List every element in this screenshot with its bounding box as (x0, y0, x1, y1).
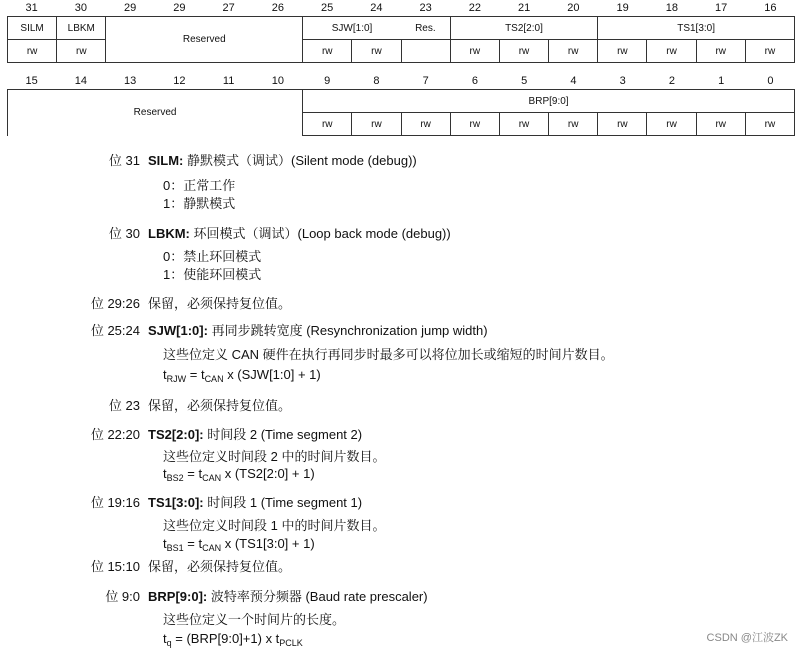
desc-line (163, 517, 385, 535)
high-bit-10: 21 (518, 2, 531, 14)
field-name: SILM: (148, 153, 184, 168)
formula-part: = t (183, 466, 203, 481)
formula-part: q (166, 638, 172, 648)
formula-part: = t (183, 536, 203, 551)
formula-part: t (163, 466, 167, 481)
desc-line (163, 248, 261, 266)
low-bit-2: 13 (124, 75, 137, 87)
low-bit-14: 1 (718, 75, 725, 87)
low-bit-0: 15 (25, 75, 38, 87)
low-bit-4: 11 (222, 75, 235, 87)
register-high (7, 0, 795, 63)
access-rw: rw (499, 113, 548, 136)
high-bit-9: 22 (468, 2, 481, 14)
field-description: 保留，必须保持复位值。 (148, 296, 292, 311)
low-bit-15: 0 (767, 75, 774, 87)
formula-part: x (TS2[2:0] + 1) (221, 466, 315, 481)
access-rw: rw (696, 113, 745, 136)
access-rw: rw (549, 113, 598, 136)
high-bit-11: 20 (567, 2, 580, 14)
formula-part: t (163, 367, 167, 382)
formula-part: CAN (202, 543, 222, 553)
access-rw: rw (647, 40, 696, 63)
bit-position: 位 15:10 (90, 559, 140, 574)
formula-part: x (SJW[1:0] + 1) (223, 367, 321, 382)
desc-detail: 0：禁止环回模式 (163, 249, 262, 264)
desc-detail: 1：使能环回模式 (163, 267, 262, 282)
desc-detail: 这些位定义 CAN 硬件在执行再同步时最多可以将位加长或缩短的时间片数目。 (163, 347, 614, 362)
access-rw: rw (57, 40, 106, 63)
desc-detail: 这些位定义一个时间片的长度。 (163, 612, 346, 627)
access-rw: rw (352, 113, 401, 136)
field-description: 静默模式（调试）(Silent mode (debug)) (187, 153, 417, 168)
access-rw: rw (450, 113, 499, 136)
formula-part: CAN (202, 473, 222, 483)
formula-part: BS2 (166, 473, 184, 483)
bit-position: 位 9:0 (105, 589, 140, 604)
high-bit-5: 26 (271, 2, 284, 14)
access-rw: rw (352, 40, 401, 63)
access-rw: rw (745, 113, 794, 136)
formula-part: = (BRP[9:0]+1) x t (171, 631, 280, 646)
access-rw: rw (303, 40, 352, 63)
bit-position: 位 29:26 (90, 296, 140, 311)
low-bit-5: 10 (271, 75, 284, 87)
access-rw: rw (696, 40, 745, 63)
bit-position: 位 31 (108, 153, 140, 168)
formula-part: = t (186, 367, 205, 382)
formula-bs1 (163, 535, 315, 557)
access-rw: rw (450, 40, 499, 63)
desc-line (163, 346, 614, 364)
access-rw: rw (647, 113, 696, 136)
res-field: Res. (401, 17, 450, 40)
silm-field: SILM (8, 17, 57, 40)
field-description: 波特率预分频器 (Baud rate prescaler) (210, 589, 428, 604)
formula-part: x (TS1[3:0] + 1) (221, 536, 315, 551)
formula-part: CAN (204, 374, 224, 384)
high-bit-12: 19 (616, 2, 629, 14)
field-description: 时间段 2 (Time segment 2) (207, 427, 363, 442)
access-rw: rw (598, 113, 647, 136)
access-rw: rw (598, 40, 647, 63)
bit-position: 位 19:16 (90, 495, 140, 510)
watermark: CSDN @江波ZK (706, 632, 788, 644)
low-bit-3: 12 (173, 75, 186, 87)
formula-part: BS1 (166, 543, 184, 553)
bit-numbers-high (7, 0, 795, 16)
field-name: LBKM: (148, 226, 190, 241)
low-bit-1: 14 (74, 75, 87, 87)
reserved-field-low: Reserved (8, 90, 303, 136)
desc-line (163, 266, 261, 284)
desc-line (163, 177, 235, 195)
high-bit-2: 29 (124, 2, 137, 14)
formula-part: t (163, 631, 167, 646)
ts2-field: TS2[2:0] (450, 17, 598, 40)
low-bit-9: 6 (471, 75, 478, 87)
access-rw: rw (745, 40, 794, 63)
access-rw: rw (549, 40, 598, 63)
field-description: 环回模式（调试）(Loop back mode (debug)) (193, 226, 451, 241)
lbkm-field: LBKM (57, 17, 106, 40)
low-bit-7: 8 (373, 75, 380, 87)
high-bit-1: 30 (74, 2, 87, 14)
access-rw (401, 40, 450, 63)
desc-line (163, 611, 345, 629)
bit-numbers-low (7, 73, 795, 89)
access-rw: rw (401, 113, 450, 136)
low-bit-10: 5 (521, 75, 528, 87)
high-bit-14: 17 (715, 2, 728, 14)
high-bit-8: 23 (419, 2, 432, 14)
desc-detail: 1：静默模式 (163, 196, 236, 211)
field-name: BRP[9:0]: (148, 589, 208, 604)
field-description: 时间段 1 (Time segment 1) (207, 495, 363, 510)
sjw-field: SJW[1:0] (303, 17, 401, 40)
formula-part: t (163, 536, 167, 551)
access-rw: rw (8, 40, 57, 63)
formula-rjw (163, 366, 321, 388)
high-bit-6: 25 (321, 2, 334, 14)
desc-detail: 0：正常工作 (163, 178, 236, 193)
low-bit-12: 3 (619, 75, 626, 87)
field-description: 再同步跳转宽度 (Resynchronization jump width) (211, 323, 488, 338)
access-rw: rw (303, 113, 352, 136)
high-bit-13: 18 (665, 2, 678, 14)
field-name: TS2[2:0]: (148, 427, 204, 442)
brp-field: BRP[9:0] (303, 90, 795, 113)
formula-bs2 (163, 465, 315, 487)
field-description: 保留，必须保持复位值。 (148, 398, 292, 413)
bit-position: 位 23 (108, 398, 140, 413)
high-bit-3: 29 (173, 2, 186, 14)
low-bit-6: 9 (324, 75, 331, 87)
register-table-high (7, 16, 795, 63)
low-bit-13: 2 (668, 75, 675, 87)
desc-line (163, 195, 235, 213)
desc-detail: 这些位定义时间段 2 中的时间片数目。 (163, 449, 386, 464)
ts1-field: TS1[3:0] (598, 17, 795, 40)
field-name: TS1[3:0]: (148, 495, 204, 510)
high-bit-0: 31 (25, 2, 38, 14)
desc-detail: 这些位定义时间段 1 中的时间片数目。 (163, 518, 386, 533)
register-low (7, 73, 795, 136)
reserved-field-high: Reserved (106, 17, 303, 63)
field-name: SJW[1:0]: (148, 323, 208, 338)
field-description: 保留，必须保持复位值。 (148, 559, 292, 574)
desc-line (163, 448, 385, 466)
high-bit-4: 27 (222, 2, 235, 14)
register-table-low (7, 89, 795, 136)
high-bit-15: 16 (764, 2, 777, 14)
formula-part: RJW (166, 374, 187, 384)
bit-position: 位 30 (108, 226, 140, 241)
bit-position: 位 25:24 (90, 323, 140, 338)
low-bit-11: 4 (570, 75, 577, 87)
bit-position: 位 22:20 (90, 427, 140, 442)
low-bit-8: 7 (422, 75, 429, 87)
high-bit-7: 24 (370, 2, 383, 14)
formula-part: PCLK (279, 638, 303, 648)
access-rw: rw (499, 40, 548, 63)
